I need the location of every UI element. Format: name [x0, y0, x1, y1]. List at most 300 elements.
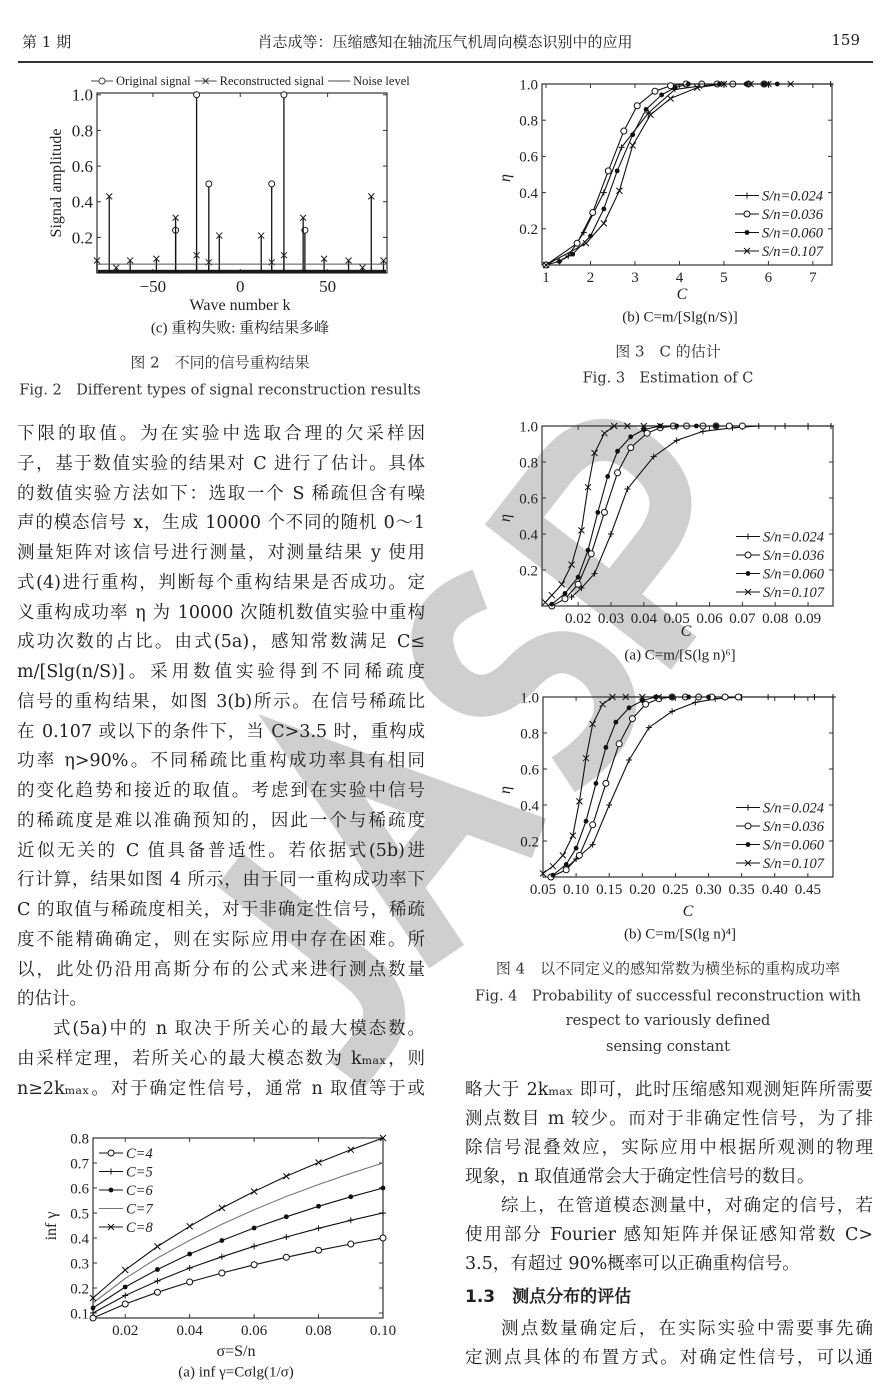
series-line [543, 697, 659, 873]
legend-marker [109, 1188, 114, 1193]
data-point [615, 449, 620, 454]
x-tick-label: 2 [586, 270, 595, 286]
legend-label: Reconstructed signal [219, 74, 325, 88]
noise-floor [98, 270, 386, 273]
body-text-line: 除信号混叠效应，实际应用中根据所观测的物理 [465, 1138, 873, 1158]
data-point [123, 1285, 128, 1290]
legend-item [328, 74, 410, 88]
data-point [628, 434, 633, 439]
legend-item [99, 1202, 153, 1218]
data-point [586, 548, 591, 553]
body-text-line: 的估计。 [17, 989, 87, 1010]
body-text-line: 义重构成功率 η 为 10000 次随机数值实验中重构 [17, 602, 425, 623]
data-point [316, 1225, 322, 1231]
series-line [93, 1238, 383, 1318]
data-point [574, 240, 580, 246]
data-point [603, 745, 608, 750]
y-tick-label: 0.8 [519, 113, 538, 130]
body-text-line: 成功次数的占比。由式(5a)，感知常数满足 C≤ [17, 632, 425, 653]
body-text-line: 近似无关的 C 值具备普适性。若依据式(5b)进 [17, 840, 425, 861]
data-point [595, 510, 600, 515]
data-point [605, 168, 611, 174]
plot-frame [97, 93, 387, 273]
data-point [765, 694, 771, 700]
data-point [668, 95, 674, 101]
data-point [830, 694, 836, 700]
y-tick-label: 0.2 [519, 563, 538, 580]
data-point [616, 188, 622, 194]
chart-2 [519, 419, 834, 627]
data-point [557, 259, 562, 264]
data-point [594, 781, 599, 786]
data-point [563, 867, 569, 873]
legend-marker [745, 823, 751, 829]
fig4-caption-en-1: Fig. 4 Probability of successful reconstruction with [475, 988, 861, 1005]
x-tick-label: 3 [631, 270, 639, 286]
data-point [564, 862, 569, 867]
data-point [251, 1243, 257, 1249]
x-tick-label: 0.10 [369, 1323, 397, 1339]
body-text-line: 度不能精确确定，则在实际应用中存在困难。所 [17, 929, 425, 950]
series-line [551, 697, 738, 877]
legend-item [736, 567, 825, 583]
data-point [284, 1214, 289, 1219]
legend [91, 74, 410, 88]
data-point [122, 1267, 128, 1273]
data-point [122, 1301, 128, 1307]
legend-label: S/n=0.024 [763, 529, 824, 546]
x-tick-label: 0.07 [729, 611, 756, 627]
x-tick-label: 0.02 [112, 1323, 139, 1339]
data-point [756, 423, 762, 429]
body-text-line: 测量矩阵对该信号进行测量，对测量结果 y 使用 [17, 543, 425, 563]
data-point [615, 168, 620, 173]
x-tick-label: 0.05 [663, 611, 690, 627]
fig2-caption-en: Fig. 2 Different types of signal reconstruction results [19, 382, 421, 399]
data-point [348, 1194, 353, 1199]
data-point [574, 846, 579, 851]
y-tick-label: 0.6 [519, 149, 538, 166]
legend-item [736, 838, 825, 854]
data-point [559, 581, 565, 587]
x-tick-label: 0.08 [305, 1323, 332, 1339]
data-point [549, 602, 554, 607]
x-tick-label: 4 [675, 270, 684, 286]
x-tick-label: 0.09 [794, 611, 822, 627]
data-point [615, 470, 621, 476]
legend [736, 530, 825, 602]
fig2-xlabel: Wave number k [189, 297, 291, 314]
chart-3 [520, 690, 836, 898]
data-point [630, 143, 636, 149]
data-point [828, 81, 834, 87]
data-point [252, 1226, 257, 1231]
data-point [381, 1186, 386, 1191]
legend-marker [745, 534, 751, 540]
legend [735, 189, 824, 261]
x-tick-label: −50 [139, 277, 167, 296]
legend-label: C=6 [126, 1183, 153, 1199]
data-point [187, 1265, 193, 1271]
data-point [251, 1262, 257, 1268]
fig4-caption-en-2: respect to variously defined [565, 1013, 771, 1029]
data-point [590, 210, 596, 216]
fig5a-xlabel: σ=S/n [216, 1343, 256, 1360]
legend-marker [99, 78, 105, 84]
legend-label: S/n=0.036 [763, 819, 824, 835]
data-point [608, 531, 614, 537]
y-tick-label: 1.0 [71, 85, 93, 105]
legend-marker [745, 230, 750, 235]
legend-item [736, 819, 825, 835]
legend-label: Original signal [116, 74, 191, 88]
data-point [154, 1289, 160, 1295]
y-tick-label: 0.6 [71, 157, 93, 177]
series-s-n-0.036 [549, 423, 745, 609]
fig3-caption-cn: 图 3 C 的估计 [615, 342, 721, 361]
series-line [93, 1138, 383, 1298]
body-text-line: 功率 η>90%。不同稀疏比重构成功率具有相同 [17, 751, 425, 772]
data-point [600, 701, 606, 707]
legend-item [195, 74, 325, 88]
body-text-line: 声的模态信号 x，生成 10000 个不同的随机 0～1 [17, 513, 425, 534]
series-c-4 [90, 1235, 386, 1321]
y-tick-label: 0.2 [71, 228, 93, 248]
data-point [613, 720, 618, 725]
data-point [630, 132, 635, 137]
data-point [694, 424, 699, 429]
data-point [603, 780, 609, 786]
legend-item [91, 74, 191, 88]
page-number: 159 [831, 31, 860, 49]
body-text-line: 的数值实验方法如下：选取一个 S 稀疏但含有噪 [17, 483, 425, 504]
fig4-caption-cn: 图 4 以不同定义的感知常数为横坐标的重构成功率 [495, 959, 841, 978]
data-point [563, 591, 568, 596]
series-line [552, 426, 742, 606]
chart-0 [72, 74, 410, 296]
data-point [670, 695, 675, 700]
legend-label: C=7 [126, 1201, 153, 1218]
data-point [634, 103, 640, 109]
y-tick-label: 0.2 [520, 834, 539, 851]
y-tick-label: 0.4 [519, 527, 538, 544]
data-point [316, 1247, 322, 1253]
legend-item [736, 530, 824, 546]
y-tick-label: 0.6 [520, 762, 539, 779]
fig5a-ylabel: inf γ [43, 1211, 60, 1241]
fig3-caption-en: Fig. 3 Estimation of C [582, 370, 754, 387]
body-text-line: 定测点具体的布置方式。对确定性信号，可以通 [465, 1348, 873, 1368]
body-text-line: 信号的重构结果，如图 3(b)所示。在信号稀疏比 [17, 691, 425, 712]
body-text-line: 在 0.107 或以下的条件下，当 C>3.5 时，重构成 [17, 721, 425, 742]
data-point [590, 822, 596, 828]
series-original-signal [173, 92, 308, 273]
legend-item [735, 226, 824, 242]
left-column-body [17, 420, 425, 1104]
data-point [726, 423, 732, 429]
data-point [686, 695, 691, 700]
data-point [616, 741, 622, 747]
legend-label: S/n=0.060 [763, 566, 824, 583]
x-tick-label: 0.25 [662, 882, 689, 898]
legend-item [735, 244, 824, 260]
y-tick-label: 0.8 [71, 121, 93, 141]
body-text-line: 下限的取值。为在实验中选取合理的欠采样因 [17, 424, 425, 444]
data-point [542, 599, 548, 605]
data-point [627, 705, 632, 710]
body-text-line: 行计算，结果如图 4 所示，由于同一重构成功率下 [17, 870, 425, 891]
x-tick-label: 6 [764, 270, 773, 286]
fig2-caption-cn: 图 2 不同的信号重构结果 [130, 353, 310, 372]
legend-label: Noise level [353, 74, 410, 88]
y-tick-label: 0.8 [70, 1131, 89, 1148]
right-column-body [465, 1076, 873, 1373]
data-point [739, 423, 745, 429]
data-point [283, 1254, 289, 1260]
x-tick-label: 0.35 [728, 882, 755, 898]
data-point [792, 694, 798, 700]
series-reconstructed-signal [94, 193, 387, 273]
body-text-line: 的变化趋势和接近的取值。考虑到在实验中信号 [17, 781, 425, 801]
body-text-line: 式(5a)中的 n 取决于所关心的最大模态数。 [53, 1019, 425, 1039]
data-point [735, 694, 741, 700]
legend-item [735, 189, 823, 205]
fig3b-ylabel: η [497, 174, 514, 182]
x-tick-label: 5 [720, 270, 728, 286]
data-point [348, 1217, 354, 1223]
data-point [576, 575, 581, 580]
x-tick-label: 0.10 [562, 882, 590, 898]
body-text-line: n≥2kₘₐₓ。对于确定性信号，通常 n 取值等于或 [17, 1078, 425, 1099]
legend-label: S/n=0.036 [763, 548, 824, 564]
body-text-line: 综上，在管道模态测量中，对确定的信号，若 [501, 1196, 873, 1216]
data-point [348, 1147, 354, 1153]
x-tick-label: 0.40 [761, 882, 788, 898]
body-text-line: 测点数量确定后，在实际实验中需要事先确 [501, 1319, 873, 1339]
fig4b-ylabel: η [497, 786, 514, 794]
y-tick-label: 0.4 [519, 185, 538, 202]
data-point [155, 1267, 160, 1272]
legend-marker [108, 1150, 114, 1156]
data-point [626, 757, 632, 763]
body-text-line: 略大于 2kₘₐₓ 即可，此时压缩感知观测矩阵所需要 [465, 1080, 873, 1100]
y-tick-label: 1.0 [519, 419, 538, 436]
legend [99, 1146, 153, 1236]
legend-marker [746, 571, 751, 576]
data-point [601, 220, 607, 226]
legend-item [99, 1146, 153, 1162]
legend-label: S/n=0.060 [763, 837, 824, 854]
body-text-line: 由采样定理，若所关心的最大模态数为 kₘₐₓ，则 [17, 1048, 425, 1069]
data-point [686, 82, 691, 87]
x-tick-label: 0.05 [529, 882, 557, 898]
legend-marker [744, 193, 750, 199]
legend-label: C=5 [126, 1164, 153, 1181]
data-point [621, 128, 627, 134]
data-point [692, 699, 698, 705]
legend-label: S/n=0.024 [763, 800, 824, 817]
data-point [562, 596, 568, 602]
data-point [187, 1252, 192, 1257]
y-tick-label: 0.3 [70, 1256, 89, 1273]
body-text-line: C 的取值与稀疏度相关，对于非确定性信号，稀疏 [17, 900, 425, 920]
data-point [601, 430, 607, 436]
data-point [380, 1210, 386, 1216]
series-s-n-0.060 [557, 82, 780, 264]
section-heading: 1.3 测点分布的评估 [465, 1287, 632, 1307]
data-point [154, 1244, 160, 1250]
fig4b-subcaption: (b) C=m/[S(lg n)⁴] [623, 926, 737, 943]
data-point [674, 424, 679, 429]
stem-marker [281, 92, 287, 98]
y-tick-label: 0.8 [519, 455, 538, 472]
series-s-n-0.060 [549, 424, 718, 607]
data-point [706, 695, 711, 700]
y-tick-label: 0.4 [70, 1231, 89, 1248]
data-point [316, 1204, 321, 1209]
legend-label: S/n=0.024 [762, 188, 823, 205]
body-text-line: 的稀疏度是难以准确预知的，因此一个与稀疏度 [17, 810, 425, 831]
x-tick-label: 0.03 [597, 611, 625, 627]
data-point [187, 1279, 193, 1285]
data-point [576, 852, 582, 858]
data-point [154, 1278, 160, 1284]
legend-item [736, 856, 825, 872]
data-point [316, 1160, 322, 1166]
data-point [601, 190, 607, 196]
data-point [714, 424, 719, 429]
data-point [551, 873, 556, 878]
y-tick-label: 0.4 [71, 192, 93, 212]
data-point [652, 88, 658, 94]
legend-marker [746, 842, 751, 847]
data-point [606, 802, 612, 808]
body-text-line: 式(4)进行重构，判断每个重构结果是否成功。定 [17, 572, 425, 593]
x-tick-label: 0.02 [565, 611, 592, 627]
series-s-n-0.036 [548, 694, 741, 880]
legend-label: C=4 [126, 1146, 153, 1162]
fig4-caption-en-3: sensing constant [606, 1039, 730, 1055]
data-point [673, 85, 678, 90]
body-text-line: 使用部分 Fourier 感知矩阵并保证感知常数 C> [465, 1225, 873, 1245]
data-point [659, 92, 664, 97]
fig4a-ylabel: η [497, 514, 514, 522]
x-tick-label: 0.06 [696, 611, 723, 627]
legend [736, 801, 825, 873]
x-tick-label: 1 [542, 270, 550, 286]
x-tick-label: 50 [319, 277, 337, 296]
data-point [219, 1254, 225, 1260]
y-tick-label: 0.8 [520, 726, 539, 743]
data-point [283, 1234, 289, 1240]
data-point [283, 1173, 289, 1179]
data-point [348, 1241, 354, 1247]
x-tick-label: 0.30 [695, 882, 722, 898]
fig5a-subcaption: (a) inf γ=Cσlg(1/σ) [178, 1364, 294, 1381]
data-point [219, 1238, 224, 1243]
x-tick-label: 0.06 [240, 1323, 268, 1339]
data-point [570, 252, 575, 257]
legend-marker [745, 805, 751, 811]
y-tick-label: 1.0 [520, 690, 539, 707]
legend-item [736, 548, 825, 564]
legend-label: S/n=0.107 [762, 244, 823, 260]
fig4b-xlabel: C [682, 903, 694, 920]
body-text-line: 子，基于数值实验的结果对 C 进行了估计。具体 [17, 453, 425, 474]
legend-item [99, 1183, 153, 1199]
data-point [122, 1293, 128, 1299]
x-tick-label: 0.04 [630, 611, 657, 627]
running-title: 肖志成等：压缩感知在轴流压气机周向模态识别中的应用 [257, 33, 633, 51]
fig4a-xlabel: C [680, 623, 692, 640]
body-text-line: 测点数目 m 较少。而对于非确定性信号，为了排 [465, 1109, 873, 1129]
data-point [601, 206, 606, 211]
legend-label: S/n=0.107 [763, 856, 824, 872]
data-point [219, 1205, 225, 1211]
y-tick-label: 0.4 [520, 798, 539, 815]
x-tick-label: 0 [236, 277, 245, 296]
data-point [782, 423, 788, 429]
legend-label: C=8 [126, 1220, 153, 1236]
legend-item [99, 1220, 153, 1236]
legend-label: S/n=0.107 [763, 585, 824, 601]
data-point [549, 592, 555, 598]
fig4a-subcaption: (a) C=m/[S(lg n)⁶] [624, 647, 736, 664]
x-tick-label: 0.08 [762, 611, 789, 627]
series-line [546, 84, 791, 265]
body-text-line: 以，此处仍沿用高斯分布的公式来进行测点数量 [17, 959, 425, 980]
data-point [380, 1235, 386, 1241]
data-point [569, 562, 575, 568]
y-tick-label: 1.0 [519, 77, 538, 94]
data-point [550, 863, 556, 869]
data-point [601, 509, 607, 515]
data-point [575, 581, 581, 587]
legend-item [736, 801, 824, 817]
x-tick-label: 0.04 [176, 1323, 203, 1339]
series-s-n-0.036 [543, 81, 767, 268]
fig2-subcaption: (c) 重构失败: 重构结果多峰 [150, 320, 330, 337]
data-point [605, 474, 610, 479]
fig2-ylabel: Signal amplitude [48, 128, 65, 238]
y-tick-label: 0.6 [70, 1181, 89, 1198]
legend-marker [745, 552, 751, 558]
series-s-n-0.107 [543, 81, 794, 268]
series-s-n-0.107 [540, 694, 662, 876]
data-point [219, 1270, 225, 1276]
x-tick-label: 0.45 [794, 882, 821, 898]
y-tick-label: 0.2 [70, 1281, 89, 1298]
x-tick-label: 0.20 [629, 882, 656, 898]
stem-marker [206, 181, 212, 187]
chart-4 [70, 1131, 396, 1339]
legend-item [99, 1165, 153, 1181]
y-tick-label: 0.7 [70, 1156, 89, 1173]
legend-item [735, 207, 824, 223]
data-point [187, 1223, 193, 1229]
data-point [811, 694, 817, 700]
body-text-line: m/[Slg(n/S)]。采用数值实验得到不同稀疏度 [17, 662, 425, 682]
y-tick-label: 0.2 [519, 222, 538, 239]
x-tick-label: 7 [809, 270, 817, 286]
legend-label: S/n=0.060 [762, 225, 823, 242]
body-text-line: 3.5，有超过 90%概率可以正确重构信号。 [465, 1254, 800, 1274]
data-point [805, 423, 811, 429]
stem-marker [269, 181, 275, 187]
data-point [722, 694, 728, 700]
issue-number: 第 1 期 [22, 33, 72, 51]
x-tick-label: 0.15 [596, 882, 623, 898]
